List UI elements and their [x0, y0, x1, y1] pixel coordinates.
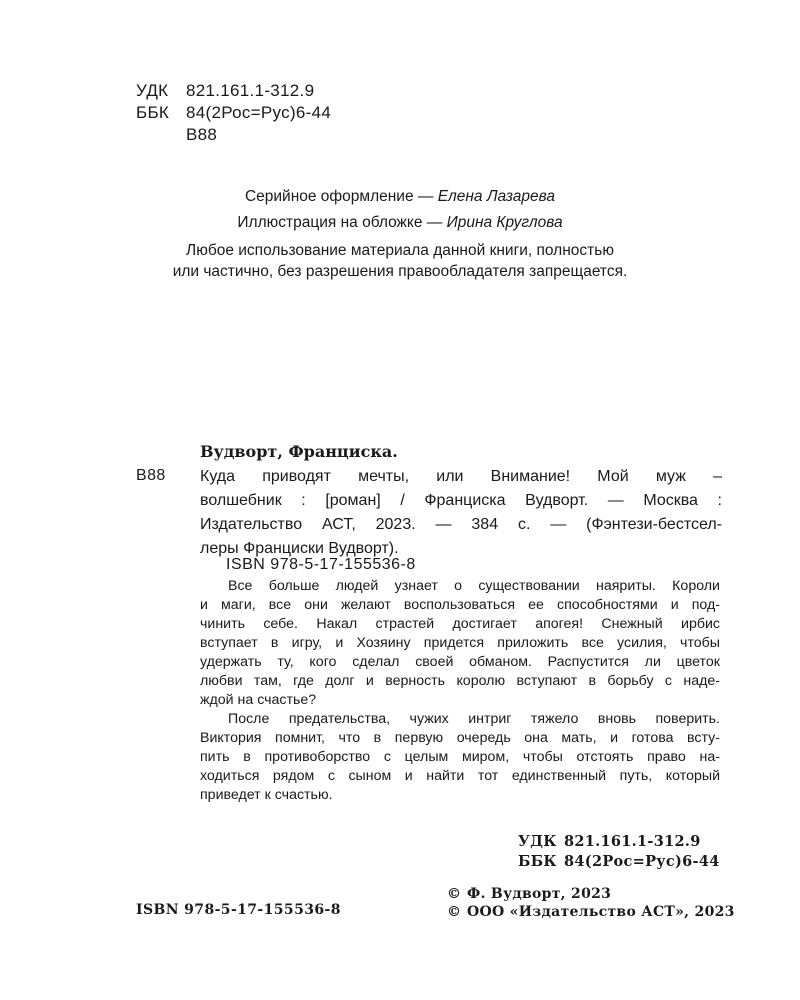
notice-line-2: или частично, без разрешения правообладателя запрещается.: [172, 263, 628, 280]
annotation-line: приведет к счастью.: [200, 787, 333, 803]
annotation-line: ждой на счастье?: [200, 692, 317, 708]
annotation-line: и маги, все они желают воспользоваться ее способностями и под-: [200, 597, 720, 613]
udk-label: УДК: [136, 81, 169, 100]
catalog-bbk-row: [518, 852, 720, 872]
series-design-credit: [0, 188, 800, 206]
catalog-description: [200, 465, 722, 561]
copyright-publisher-text: ООО «Издательство АСТ», 2023: [467, 904, 735, 920]
annotation-line: ходиться рядом с сыном и найти тот единственный путь, который: [200, 768, 720, 784]
catalog-isbn: ISBN 978-5-17-155536-8: [226, 556, 416, 573]
footer-isbn: ISBN 978-5-17-155536-8: [136, 902, 341, 918]
annotation-line: Виктория помнит, что в первую очередь она мать, и готова всту-: [200, 730, 720, 746]
bbk-label: ББК: [136, 103, 170, 122]
copyright-block: [447, 885, 735, 921]
annotation-line: удержать ту, кого сделал своей обманом. Распустится ли цветок: [200, 654, 720, 670]
copyright-author: [447, 885, 735, 903]
description-line: Издательство АСТ, 2023. — 384 с. — (Фэнтези-бестсел-: [200, 516, 722, 533]
cover-illustration-label: Иллюстрация на обложке —: [237, 214, 443, 231]
catalog-udk-label: УДК: [518, 833, 557, 850]
annotation-line: пить в противоборство с целым миром, чтобы отстоять право на-: [200, 749, 720, 765]
cover-illustration-name: Ирина Круглова: [446, 214, 563, 231]
bbk-row: [136, 102, 331, 124]
catalog-bbk-label: ББК: [518, 853, 557, 870]
description-line: Куда приводят мечты, или Внимание! Мой муж –: [200, 468, 722, 485]
top-classification: [136, 80, 331, 146]
description-line: леры Франциски Вудворт).: [200, 540, 399, 557]
annotation-line: Все больше людей узнает о существовании наяриты. Короли: [228, 578, 720, 594]
bbk-value: 84(2Рос=Рус)6-44: [186, 103, 332, 122]
copyright-icon: ©: [447, 886, 462, 902]
annotation: [200, 577, 720, 805]
annotation-line: После предательства, чужих интриг тяжело вновь поверить.: [228, 711, 720, 727]
copyright-icon: ©: [447, 904, 462, 920]
annotation-line: любви там, где долг и верность королю вступают в борьбу с наде-: [200, 673, 720, 689]
catalog-classification: [518, 832, 720, 872]
notice-line-1: Любое использование материала данной книги, полностью: [186, 242, 614, 259]
copyright-publisher: [447, 903, 735, 921]
catalog-bbk-value: 84(2Рос=Рус)6-44: [564, 853, 720, 870]
copyright-author-text: Ф. Вудворт, 2023: [467, 886, 612, 902]
catalog-author: Вудворт, Франциска.: [200, 442, 398, 461]
series-design-label: Серийное оформление —: [244, 188, 434, 205]
series-design-name: Елена Лазарева: [437, 188, 556, 205]
catalog-code: В88: [136, 467, 166, 484]
catalog-udk-value: 821.161.1-312.9: [564, 833, 701, 850]
author-code: В88: [186, 125, 218, 144]
catalog-udk-row: [518, 832, 720, 852]
annotation-line: чинить себе. Накал страстей достигает апогея! Снежный ирбис: [200, 616, 720, 632]
udk-row: [136, 80, 331, 102]
annotation-line: вступает в игру, и Хозяину придется приложить все усилия, чтобы: [200, 635, 720, 651]
udk-value: 821.161.1-312.9: [186, 81, 315, 100]
description-line: волшебник : [роман] / Франциска Вудворт. — Москва :: [200, 492, 722, 509]
copyright-notice: [0, 240, 800, 282]
cover-illustration-credit: [0, 214, 800, 232]
